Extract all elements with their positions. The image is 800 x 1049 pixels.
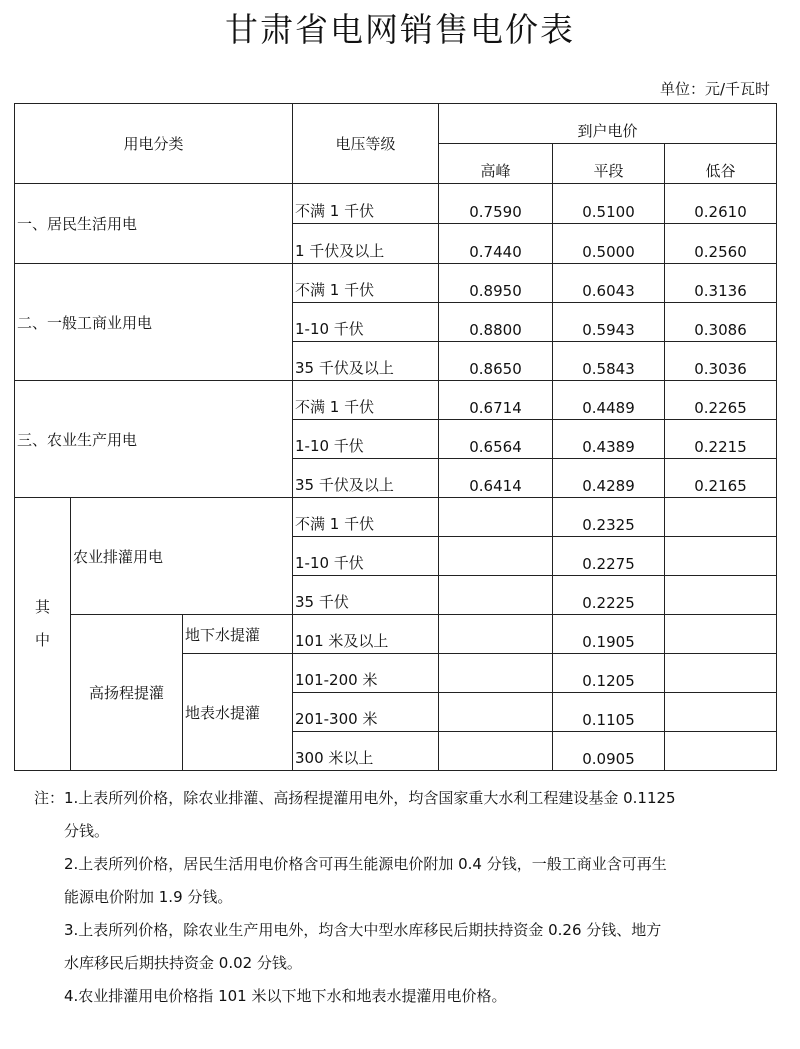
voltage-cell: 1-10 千伏	[293, 303, 439, 342]
group-groundwater: 地下水提灌	[183, 615, 293, 654]
peak-cell: 0.8800	[439, 303, 553, 342]
valley-cell	[665, 576, 777, 615]
group-agricultural: 三、农业生产用电	[15, 381, 293, 498]
flat-cell: 0.2325	[553, 498, 665, 537]
header-voltage: 电压等级	[293, 104, 439, 184]
voltage-cell: 1 千伏及以上	[293, 224, 439, 264]
group-irrigation: 农业排灌用电	[71, 498, 293, 615]
flat-cell: 0.2275	[553, 537, 665, 576]
group-commercial: 二、一般工商业用电	[15, 264, 293, 381]
note-2-line-2: 能源电价附加 1.9 分钱。	[64, 888, 233, 906]
valley-cell: 0.2165	[665, 459, 777, 498]
peak-cell: 0.6564	[439, 420, 553, 459]
peak-cell: 0.6714	[439, 381, 553, 420]
valley-cell: 0.3086	[665, 303, 777, 342]
flat-cell: 0.1205	[553, 654, 665, 693]
valley-cell	[665, 615, 777, 654]
valley-cell: 0.3036	[665, 342, 777, 381]
table-row	[15, 184, 777, 224]
voltage-cell: 35 千伏及以上	[293, 342, 439, 381]
peak-cell	[439, 498, 553, 537]
flat-cell: 0.5000	[553, 224, 665, 264]
voltage-cell: 不满 1 千伏	[293, 264, 439, 303]
header-flat: 平段	[553, 144, 665, 184]
peak-cell: 0.7590	[439, 184, 553, 224]
voltage-cell: 35 千伏及以上	[293, 459, 439, 498]
price-table	[14, 103, 777, 771]
peak-cell	[439, 732, 553, 771]
flat-cell: 0.4389	[553, 420, 665, 459]
voltage-cell: 不满 1 千伏	[293, 498, 439, 537]
flat-cell: 0.0905	[553, 732, 665, 771]
page-title: 甘肃省电网销售电价表	[225, 10, 575, 49]
flat-cell: 0.4489	[553, 381, 665, 420]
valley-cell: 0.2215	[665, 420, 777, 459]
voltage-cell: 不满 1 千伏	[293, 184, 439, 224]
voltage-cell: 1-10 千伏	[293, 537, 439, 576]
flat-cell: 0.5100	[553, 184, 665, 224]
group-surface-water: 地表水提灌	[183, 654, 293, 771]
flat-cell: 0.5943	[553, 303, 665, 342]
group-high-lift: 高扬程提灌	[71, 615, 183, 771]
note-1-line-1: 注：1.上表所列价格，除农业排灌、高扬程提灌用电外，均含国家重大水利工程建设基金 0.1125	[34, 789, 676, 807]
peak-cell	[439, 537, 553, 576]
valley-cell: 0.3136	[665, 264, 777, 303]
valley-cell	[665, 732, 777, 771]
group-of-which	[15, 498, 71, 771]
valley-cell	[665, 654, 777, 693]
voltage-cell: 1-10 千伏	[293, 420, 439, 459]
voltage-cell: 101-200 米	[293, 654, 439, 693]
voltage-cell: 不满 1 千伏	[293, 381, 439, 420]
valley-cell	[665, 498, 777, 537]
voltage-cell: 35 千伏	[293, 576, 439, 615]
note-3-line-1: 3.上表所列价格，除农业生产用电外，均含大中型水库移民后期扶持资金 0.26 分钱、地方	[64, 921, 662, 939]
peak-cell	[439, 615, 553, 654]
voltage-cell: 201-300 米	[293, 693, 439, 732]
peak-cell	[439, 576, 553, 615]
flat-cell: 0.4289	[553, 459, 665, 498]
note-2-line-1: 2.上表所列价格，居民生活用电价格含可再生能源电价附加 0.4 分钱，一般工商业含可再生	[64, 855, 667, 873]
note-3-line-2: 水库移民后期扶持资金 0.02 分钱。	[64, 954, 302, 972]
valley-cell: 0.2610	[665, 184, 777, 224]
table-row	[15, 381, 777, 420]
table-row	[15, 264, 777, 303]
voltage-cell: 101 米及以上	[293, 615, 439, 654]
valley-cell: 0.2560	[665, 224, 777, 264]
header-row	[15, 104, 777, 144]
flat-cell: 0.6043	[553, 264, 665, 303]
unit-label: 单位：元/千瓦时	[659, 80, 770, 98]
flat-cell: 0.1105	[553, 693, 665, 732]
header-valley: 低谷	[665, 144, 777, 184]
group-residential: 一、居民生活用电	[15, 184, 293, 264]
notes-section	[34, 782, 774, 1013]
valley-cell	[665, 537, 777, 576]
header-price-group: 到户电价	[439, 104, 777, 144]
note-4: 4.农业排灌用电价格指 101 米以下地下水和地表水提灌用电价格。	[64, 987, 507, 1005]
of-which-label: 其中	[33, 599, 51, 665]
valley-cell	[665, 693, 777, 732]
peak-cell	[439, 693, 553, 732]
flat-cell: 0.5843	[553, 342, 665, 381]
flat-cell: 0.1905	[553, 615, 665, 654]
peak-cell: 0.6414	[439, 459, 553, 498]
voltage-cell: 300 米以上	[293, 732, 439, 771]
table-row	[15, 615, 777, 654]
flat-cell: 0.2225	[553, 576, 665, 615]
peak-cell: 0.8950	[439, 264, 553, 303]
peak-cell: 0.8650	[439, 342, 553, 381]
header-category: 用电分类	[15, 104, 293, 184]
peak-cell: 0.7440	[439, 224, 553, 264]
valley-cell: 0.2265	[665, 381, 777, 420]
note-1-line-2: 分钱。	[64, 822, 110, 840]
peak-cell	[439, 654, 553, 693]
header-peak: 高峰	[439, 144, 553, 184]
table-row	[15, 498, 777, 537]
